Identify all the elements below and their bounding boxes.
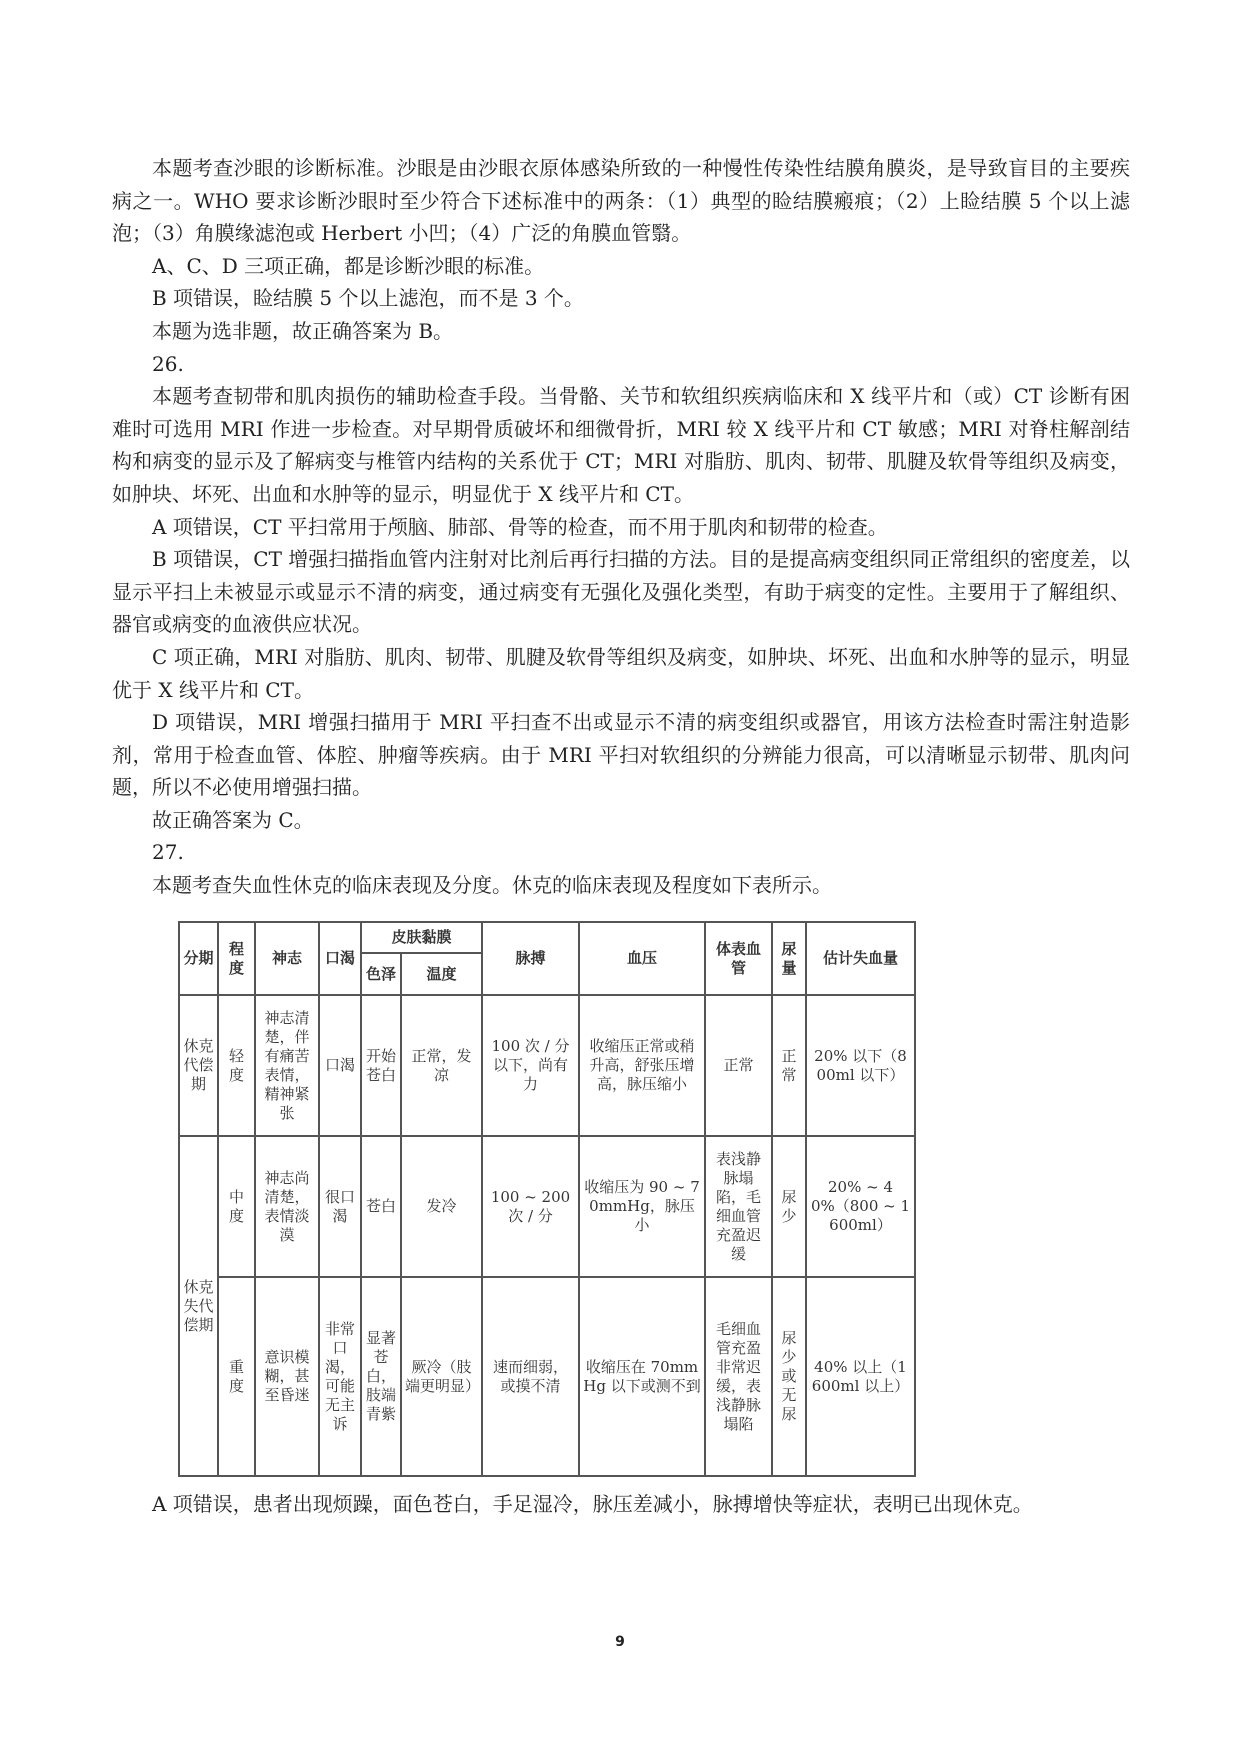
paragraph: 故正确答案为 C。 (152, 807, 314, 832)
loss-cell: 40% 以上（1600ml 以上） (806, 1277, 915, 1476)
vessel-cell: 毛细血管充盈非常迟缓，表浅静脉塌陷 (705, 1277, 772, 1476)
question-number: 26. (152, 351, 184, 376)
header-pulse: 脉搏 (482, 922, 579, 995)
color-cell: 显著苍白，肢端青紫 (361, 1277, 401, 1476)
temp-cell: 厥冷（肢端更明显） (401, 1277, 482, 1476)
paragraph: 本题考查沙眼的诊断标准。沙眼是由沙眼衣原体感染所致的一种慢性传染性结膜角膜炎，是导致盲目的主要疾病之一。WHO 要求诊断沙眼时至少符合下述标准中的两条：（1）典型的睑结膜瘢痕；（2）上睑结膜 5 个以上滤泡；（3）角膜缘滤泡或 Herbert 小凹；（4）广泛的角膜血管翳。 (112, 156, 1130, 246)
header-temp: 温度 (401, 953, 482, 995)
table-row (179, 1277, 915, 1476)
urine-cell: 尿少 (772, 1136, 806, 1277)
mind-cell: 神志清楚，伴有痛苦表情，精神紧张 (255, 995, 319, 1136)
answer-explanations (112, 152, 1130, 902)
thirst-cell: 非常口渴，可能无主诉 (319, 1277, 361, 1476)
temp-cell: 发冷 (401, 1136, 482, 1277)
degree-cell: 中度 (218, 1136, 255, 1277)
vessel-cell: 正常 (705, 995, 772, 1136)
temp-cell: 正常，发凉 (401, 995, 482, 1136)
loss-cell: 20% 以下（800ml 以下） (806, 995, 915, 1136)
degree-cell: 轻度 (218, 995, 255, 1136)
header-stage: 分期 (179, 922, 218, 995)
after-table-text (112, 1488, 1130, 1521)
loss-cell: 20% ~ 40%（800 ~ 1600ml） (806, 1136, 915, 1277)
paragraph: 本题考查失血性休克的临床表现及分度。休克的临床表现及程度如下表所示。 (152, 873, 832, 898)
pulse-cell: 100 ~ 200 次 / 分 (482, 1136, 579, 1277)
bp-cell: 收缩压正常或稍升高，舒张压增高，脉压缩小 (579, 995, 705, 1136)
paragraph: 本题考查韧带和肌肉损伤的辅助检查手段。当骨骼、关节和软组织疾病临床和 X 线平片和（或）CT 诊断有困难时可选用 MRI 作进一步检查。对早期骨质破坏和细微骨折，MRI 较 X 线平片和 CT 敏感；MRI 对脊柱解剖结构和病变的显示及了解病变与椎管内结构的关系优于 CT；MRI 对脂肪、肌肉、韧带、肌腱及软骨等组织及病变，如肿块、坏死、出血和水肿等的显示，明显优于 X 线平片和 CT。 (112, 384, 1130, 506)
table-row (179, 1136, 915, 1277)
header-thirst: 口渴 (319, 922, 361, 995)
urine-cell: 尿少或无尿 (772, 1277, 806, 1476)
header-vessel: 体表血管 (705, 922, 772, 995)
paragraph: B 项错误，睑结膜 5 个以上滤泡，而不是 3 个。 (152, 286, 584, 311)
urine-cell: 正常 (772, 995, 806, 1136)
vessel-cell: 表浅静脉塌陷，毛细血管充盈迟缓 (705, 1136, 772, 1277)
question-number: 27. (152, 840, 184, 865)
header-bp: 血压 (579, 922, 705, 995)
paragraph: B 项错误，CT 增强扫描指血管内注射对比剂后再行扫描的方法。目的是提高病变组织同正常组织的密度差，以显示平扫上未被显示或显示不清的病变，通过病变有无强化及强化类型，有助于病变的定性。主要用于了解组织、器官或病变的血液供应状况。 (112, 547, 1130, 637)
paragraph: A、C、D 三项正确，都是诊断沙眼的标准。 (152, 253, 545, 278)
degree-cell: 重度 (218, 1277, 255, 1476)
paragraph: D 项错误，MRI 增强扫描用于 MRI 平扫查不出或显示不清的病变组织或器官，用该方法检查时需注射造影剂，常用于检查血管、体腔、肿瘤等疾病。由于 MRI 平扫对软组织的分辨能力很高，可以清晰显示韧带、肌肉问题，所以不必使用增强扫描。 (112, 710, 1130, 800)
header-mind: 神志 (255, 922, 319, 995)
mind-cell: 神志尚清楚，表情淡漠 (255, 1136, 319, 1277)
pulse-cell: 速而细弱，或摸不清 (482, 1277, 579, 1476)
stage-cell: 休克失代偿期 (179, 1136, 218, 1476)
bp-cell: 收缩压为 90 ~ 70mmHg，脉压小 (579, 1136, 705, 1277)
header-color: 色泽 (361, 953, 401, 995)
header-degree: 程度 (218, 922, 255, 995)
color-cell: 开始苍白 (361, 995, 401, 1136)
header-urine: 尿量 (772, 922, 806, 995)
paragraph: 本题为选非题，故正确答案为 B。 (152, 318, 454, 343)
mind-cell: 意识模糊，甚至昏迷 (255, 1277, 319, 1476)
color-cell: 苍白 (361, 1136, 401, 1277)
thirst-cell: 很口渴 (319, 1136, 361, 1277)
bp-cell: 收缩压在 70mmHg 以下或测不到 (579, 1277, 705, 1476)
paragraph: A 项错误，CT 平扫常用于颅脑、肺部、骨等的检查，而不用于肌肉和韧带的检查。 (152, 514, 888, 539)
page-number: 9 (615, 1634, 625, 1650)
table-row (179, 995, 915, 1136)
stage-cell: 休克代偿期 (179, 995, 218, 1136)
pulse-cell: 100 次 / 分以下，尚有力 (482, 995, 579, 1136)
paragraph: C 项正确，MRI 对脂肪、肌肉、韧带、肌腱及软骨等组织及病变，如肿块、坏死、出血和水肿等的显示，明显优于 X 线平片和 CT。 (112, 644, 1130, 702)
thirst-cell: 口渴 (319, 995, 361, 1136)
header-loss: 估计失血量 (806, 922, 915, 995)
shock-classification-table (178, 921, 916, 1477)
header-skin: 皮肤黏膜 (361, 922, 482, 953)
paragraph: A 项错误，患者出现烦躁，面色苍白，手足湿冷，脉压差减小，脉搏增快等症状，表明已出现休克。 (152, 1492, 1033, 1516)
